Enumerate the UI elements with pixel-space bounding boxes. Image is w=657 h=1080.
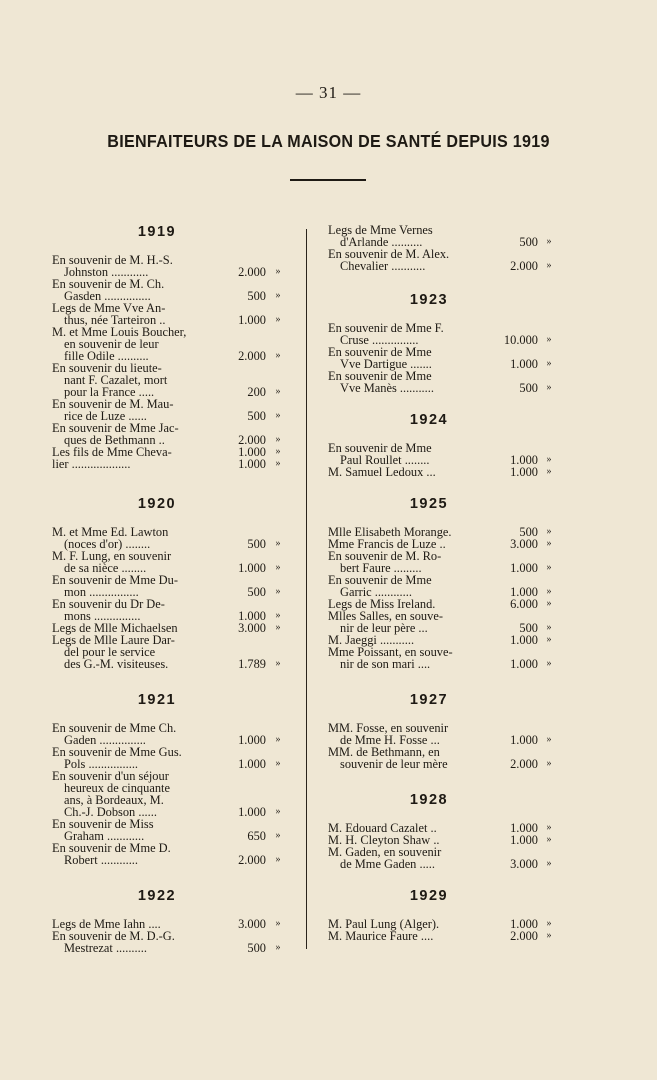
- year-section: [328, 412, 560, 478]
- description-line: Johnston ............: [64, 265, 149, 279]
- ditto-mark: »: [546, 562, 552, 573]
- description-line: de Mme Gaden .....: [340, 857, 435, 871]
- donor-entry: [52, 362, 292, 398]
- description-line: M. Maurice Faure ....: [328, 929, 434, 943]
- donor-description: [52, 550, 210, 574]
- donor-description: [52, 458, 210, 470]
- ditto-mark: »: [275, 758, 281, 769]
- ditto-mark: »: [546, 918, 552, 929]
- donation-amount: 500: [519, 621, 538, 635]
- description-line: M. H. Cleyton Shaw ..: [328, 833, 440, 847]
- description-line: Les fils de Mme Cheva-: [52, 445, 172, 459]
- donor-description: [328, 466, 486, 478]
- donor-entry: [52, 930, 292, 954]
- ditto-mark: »: [275, 610, 281, 621]
- donation-amount: 1.000: [238, 445, 266, 459]
- donation-amount: 1.000: [510, 561, 538, 575]
- description-line: pour la France .....: [64, 385, 155, 399]
- donor-entry: [52, 398, 292, 422]
- donor-description: [328, 550, 486, 574]
- description-line: Graham ............: [64, 829, 145, 843]
- description-line: Legs de Mlle Laure Dar-: [52, 633, 175, 647]
- description-line: M. Paul Lung (Alger).: [328, 917, 440, 931]
- donor-entry: [52, 458, 292, 470]
- donation-amount: 1.000: [510, 821, 538, 835]
- description-line: En souvenir de Mme: [328, 369, 432, 383]
- description-line: En souvenir de Mme Du-: [52, 573, 178, 587]
- description-line: Legs de Mme Vernes: [328, 223, 433, 237]
- right-column: [328, 224, 560, 942]
- donor-description: [52, 398, 210, 422]
- donor-description: [328, 846, 486, 870]
- description-line: En souvenir de Mme F.: [328, 321, 444, 335]
- donation-amount: 10.000: [503, 333, 538, 347]
- donation-amount: 3.000: [238, 917, 266, 931]
- ditto-mark: »: [546, 622, 552, 633]
- year-section: [328, 292, 560, 394]
- description-line: Garric ............: [340, 585, 412, 599]
- description-line: En souvenir de Mme: [328, 345, 432, 359]
- donor-description: [52, 722, 210, 746]
- description-line: fille Odile ..........: [64, 349, 149, 363]
- donor-description: [52, 746, 210, 770]
- title-rule: [290, 179, 366, 181]
- description-line: en souvenir de leur: [64, 337, 159, 351]
- description-line: Legs de Mme Vve An-: [52, 301, 166, 315]
- donor-description: [52, 526, 210, 550]
- description-line: MM. Fosse, en souvenir: [328, 721, 449, 735]
- donation-amount: 1.000: [238, 609, 266, 623]
- description-line: En souvenir de Mme Jac-: [52, 421, 179, 435]
- donor-description: [52, 598, 210, 622]
- year-section: [52, 224, 292, 470]
- description-line: En souvenir du Dr De-: [52, 597, 165, 611]
- year-section: [328, 792, 560, 870]
- ditto-mark: »: [275, 410, 281, 421]
- ditto-mark: »: [546, 586, 552, 597]
- ditto-mark: »: [275, 386, 281, 397]
- donor-entry: [328, 722, 560, 746]
- donor-description: [52, 422, 210, 446]
- donor-entry: [52, 770, 292, 818]
- donor-description: [52, 634, 210, 670]
- donor-entry: [328, 746, 560, 770]
- year-heading: 1921: [137, 692, 177, 708]
- donation-amount: 1.000: [510, 357, 538, 371]
- ditto-mark: »: [546, 634, 552, 645]
- donation-amount: 1.000: [510, 833, 538, 847]
- donation-amount: 3.000: [238, 621, 266, 635]
- donation-amount: 1.000: [510, 585, 538, 599]
- description-line: (noces d'or) ........: [64, 537, 151, 551]
- description-line: heureux de cinquante: [64, 781, 170, 795]
- ditto-mark: »: [546, 658, 552, 669]
- donor-entry: [52, 302, 292, 326]
- ditto-mark: »: [546, 526, 552, 537]
- description-line: Chevalier ...........: [340, 259, 426, 273]
- donation-amount: 3.000: [510, 857, 538, 871]
- donor-description: [52, 930, 210, 954]
- description-line: En souvenir de M. Alex.: [328, 247, 450, 261]
- donation-amount: 1.000: [238, 733, 266, 747]
- donor-entry: [328, 574, 560, 598]
- description-line: ans, à Bordeaux, M.: [64, 793, 164, 807]
- left-column: [52, 224, 292, 954]
- description-line: mon ................: [64, 585, 139, 599]
- description-line: Mestrezat ..........: [64, 941, 147, 955]
- donation-amount: 2.000: [510, 757, 538, 771]
- ditto-mark: »: [546, 734, 552, 745]
- donor-description: [328, 248, 486, 272]
- ditto-mark: »: [275, 458, 281, 469]
- description-line: rice de Luze ......: [64, 409, 147, 423]
- description-line: En souvenir de M. D.-G.: [52, 929, 175, 943]
- description-line: Mme Francis de Luze ..: [328, 537, 446, 551]
- donor-description: [52, 254, 210, 278]
- description-line: lier ...................: [52, 457, 131, 471]
- description-line: Pols ................: [64, 757, 139, 771]
- donor-entry: [52, 598, 292, 622]
- description-line: Mlles Salles, en souve-: [328, 609, 443, 623]
- description-line: M. Samuel Ledoux ...: [328, 465, 436, 479]
- donor-entry: [328, 442, 560, 466]
- year-section: [328, 888, 560, 942]
- ditto-mark: »: [546, 598, 552, 609]
- donor-entry: [52, 842, 292, 866]
- ditto-mark: »: [275, 446, 281, 457]
- page-title: BIENFAITEURS DE LA MAISON DE SANTÉ DEPUIS 1919: [107, 131, 550, 151]
- donor-description: [328, 722, 486, 746]
- donation-amount: 2.000: [238, 265, 266, 279]
- description-line: mons ...............: [64, 609, 141, 623]
- donor-description: [328, 930, 486, 942]
- donor-description: [328, 442, 486, 466]
- description-line: En souvenir de Mme: [328, 573, 432, 587]
- donation-amount: 1.000: [238, 757, 266, 771]
- ditto-mark: »: [546, 260, 552, 271]
- donor-entry: [328, 224, 560, 248]
- description-line: des G.-M. visiteuses.: [64, 657, 169, 671]
- donor-description: [328, 370, 486, 394]
- description-line: d'Arlande ..........: [340, 235, 423, 249]
- ditto-mark: »: [275, 434, 281, 445]
- donor-entry: [52, 526, 292, 550]
- ditto-mark: »: [546, 822, 552, 833]
- donation-amount: 1.000: [238, 457, 266, 471]
- donation-amount: 1.000: [238, 805, 266, 819]
- donation-amount: 2.000: [510, 259, 538, 273]
- description-line: Gasden ...............: [64, 289, 151, 303]
- ditto-mark: »: [546, 466, 552, 477]
- description-line: Paul Roullet ........: [340, 453, 430, 467]
- description-line: En souvenir de M. Ch.: [52, 277, 165, 291]
- year-section: [52, 888, 292, 954]
- description-line: En souvenir de Mme D.: [52, 841, 171, 855]
- donation-amount: 500: [519, 235, 538, 249]
- donor-entry: [52, 254, 292, 278]
- donor-entry: [52, 722, 292, 746]
- description-line: En souvenir d'un séjour: [52, 769, 169, 783]
- year-section: [328, 224, 560, 272]
- year-heading: 1927: [409, 692, 449, 708]
- donation-amount: 1.789: [238, 657, 266, 671]
- donation-amount: 1.000: [510, 657, 538, 671]
- description-line: M. Edouard Cazalet ..: [328, 821, 437, 835]
- donor-description: [52, 842, 210, 866]
- ditto-mark: »: [546, 236, 552, 247]
- donor-description: [328, 224, 486, 248]
- description-line: M. F. Lung, en souvenir: [52, 549, 172, 563]
- description-line: En souvenir de M. H.-S.: [52, 253, 173, 267]
- description-line: Legs de Mlle Michaelsen: [52, 621, 178, 635]
- description-line: En souvenir de Miss: [52, 817, 154, 831]
- description-line: de sa nièce ........: [64, 561, 147, 575]
- donor-description: [328, 746, 486, 770]
- donor-entry: [52, 278, 292, 302]
- donor-description: [52, 278, 210, 302]
- year-heading: 1920: [137, 496, 177, 512]
- ditto-mark: »: [546, 858, 552, 869]
- donation-amount: 2.000: [510, 929, 538, 943]
- donor-entry: [52, 634, 292, 670]
- donor-entry: [52, 818, 292, 842]
- donation-amount: 1.000: [510, 917, 538, 931]
- year-heading: 1928: [409, 792, 449, 808]
- ditto-mark: »: [275, 806, 281, 817]
- ditto-mark: »: [546, 382, 552, 393]
- donor-description: [328, 610, 486, 634]
- donation-amount: 500: [519, 381, 538, 395]
- description-line: M. et Mme Ed. Lawton: [52, 525, 169, 539]
- year-heading: 1922: [137, 888, 177, 904]
- donation-amount: 1.000: [238, 313, 266, 327]
- description-line: M. Jaeggi ...........: [328, 633, 415, 647]
- year-section: [52, 496, 292, 670]
- donor-entry: [328, 846, 560, 870]
- ditto-mark: »: [546, 358, 552, 369]
- ditto-mark: »: [275, 266, 281, 277]
- donor-description: [52, 770, 210, 818]
- donor-entry: [52, 550, 292, 574]
- donor-description: [52, 302, 210, 326]
- description-line: En souvenir de M. Ro-: [328, 549, 442, 563]
- description-line: MM. de Bethmann, en: [328, 745, 440, 759]
- ditto-mark: »: [546, 758, 552, 769]
- ditto-mark: »: [275, 314, 281, 325]
- page-number: — 31 —: [295, 83, 362, 102]
- donation-amount: 1.000: [510, 733, 538, 747]
- description-line: de Mme H. Fosse ...: [340, 733, 440, 747]
- description-line: Vve Dartigue .......: [340, 357, 432, 371]
- donor-entry: [328, 610, 560, 634]
- ditto-mark: »: [275, 942, 281, 953]
- donor-entry: [328, 370, 560, 394]
- year-heading: 1923: [409, 292, 449, 308]
- donation-amount: 200: [247, 385, 266, 399]
- year-heading: 1919: [137, 224, 177, 240]
- donation-amount: 2.000: [238, 853, 266, 867]
- donor-description: [328, 574, 486, 598]
- ditto-mark: »: [275, 622, 281, 633]
- donor-entry: [328, 248, 560, 272]
- description-line: Mlle Elisabeth Morange.: [328, 525, 452, 539]
- donor-entry: [328, 646, 560, 670]
- donor-description: [52, 362, 210, 398]
- ditto-mark: »: [546, 334, 552, 345]
- description-line: nir de son mari ....: [340, 657, 431, 671]
- donation-amount: 500: [247, 941, 266, 955]
- description-line: En souvenir de Mme: [328, 441, 432, 455]
- description-line: Mme Poissant, en souve-: [328, 645, 453, 659]
- donor-entry: [52, 422, 292, 446]
- donation-amount: 1.000: [510, 633, 538, 647]
- description-line: souvenir de leur mère: [340, 757, 448, 771]
- donor-entry: [328, 466, 560, 478]
- year-heading: 1929: [409, 888, 449, 904]
- year-heading: 1925: [409, 496, 449, 512]
- donation-amount: 2.000: [238, 433, 266, 447]
- description-line: ques de Bethmann ..: [64, 433, 165, 447]
- ditto-mark: »: [546, 834, 552, 845]
- description-line: Vve Manès ...........: [340, 381, 434, 395]
- donor-entry: [52, 746, 292, 770]
- donation-amount: 1.000: [510, 465, 538, 479]
- donor-entry: [328, 930, 560, 942]
- description-line: Legs de Mme Iahn ....: [52, 917, 161, 931]
- ditto-mark: »: [275, 830, 281, 841]
- description-line: M. Gaden, en souvenir: [328, 845, 442, 859]
- donation-amount: 650: [247, 829, 266, 843]
- donation-amount: 3.000: [510, 537, 538, 551]
- description-line: del pour le service: [64, 645, 156, 659]
- description-line: M. et Mme Louis Boucher,: [52, 325, 187, 339]
- description-line: En souvenir du lieute-: [52, 361, 162, 375]
- ditto-mark: »: [275, 562, 281, 573]
- ditto-mark: »: [275, 918, 281, 929]
- donor-description: [328, 646, 486, 670]
- ditto-mark: »: [275, 538, 281, 549]
- ditto-mark: »: [275, 350, 281, 361]
- description-line: En souvenir de Mme Gus.: [52, 745, 182, 759]
- ditto-mark: »: [275, 290, 281, 301]
- ditto-mark: »: [546, 538, 552, 549]
- ditto-mark: »: [275, 854, 281, 865]
- ditto-mark: »: [546, 454, 552, 465]
- donor-description: [328, 322, 486, 346]
- year-section: [52, 692, 292, 866]
- donation-amount: 1.000: [238, 561, 266, 575]
- description-line: Legs de Miss Ireland.: [328, 597, 436, 611]
- year-section: [328, 496, 560, 670]
- ditto-mark: »: [275, 658, 281, 669]
- donor-description: [52, 818, 210, 842]
- year-heading: 1924: [409, 412, 449, 428]
- description-line: Gaden ...............: [64, 733, 146, 747]
- donor-entry: [52, 326, 292, 362]
- description-line: bert Faure .........: [340, 561, 422, 575]
- donation-amount: 500: [247, 537, 266, 551]
- donor-description: [328, 346, 486, 370]
- description-line: nant F. Cazalet, mort: [64, 373, 168, 387]
- description-line: En souvenir de M. Mau-: [52, 397, 174, 411]
- donor-entry: [52, 574, 292, 598]
- donor-description: [52, 326, 210, 362]
- ditto-mark: »: [275, 586, 281, 597]
- donor-entry: [328, 322, 560, 346]
- description-line: Robert ............: [64, 853, 138, 867]
- column-divider: [306, 229, 307, 949]
- donor-entry: [328, 550, 560, 574]
- donation-amount: 500: [247, 409, 266, 423]
- ditto-mark: »: [546, 930, 552, 941]
- donation-amount: 2.000: [238, 349, 266, 363]
- description-line: En souvenir de Mme Ch.: [52, 721, 177, 735]
- description-line: Cruse ...............: [340, 333, 419, 347]
- description-line: thus, née Tarteiron ..: [64, 313, 166, 327]
- donation-amount: 6.000: [510, 597, 538, 611]
- year-section: [328, 692, 560, 770]
- donation-amount: 500: [247, 289, 266, 303]
- donor-entry: [328, 346, 560, 370]
- ditto-mark: »: [275, 734, 281, 745]
- donation-amount: 500: [519, 525, 538, 539]
- donor-description: [52, 574, 210, 598]
- description-line: Ch.-J. Dobson ......: [64, 805, 157, 819]
- donation-amount: 1.000: [510, 453, 538, 467]
- donation-amount: 500: [247, 585, 266, 599]
- description-line: nir de leur père ...: [340, 621, 428, 635]
